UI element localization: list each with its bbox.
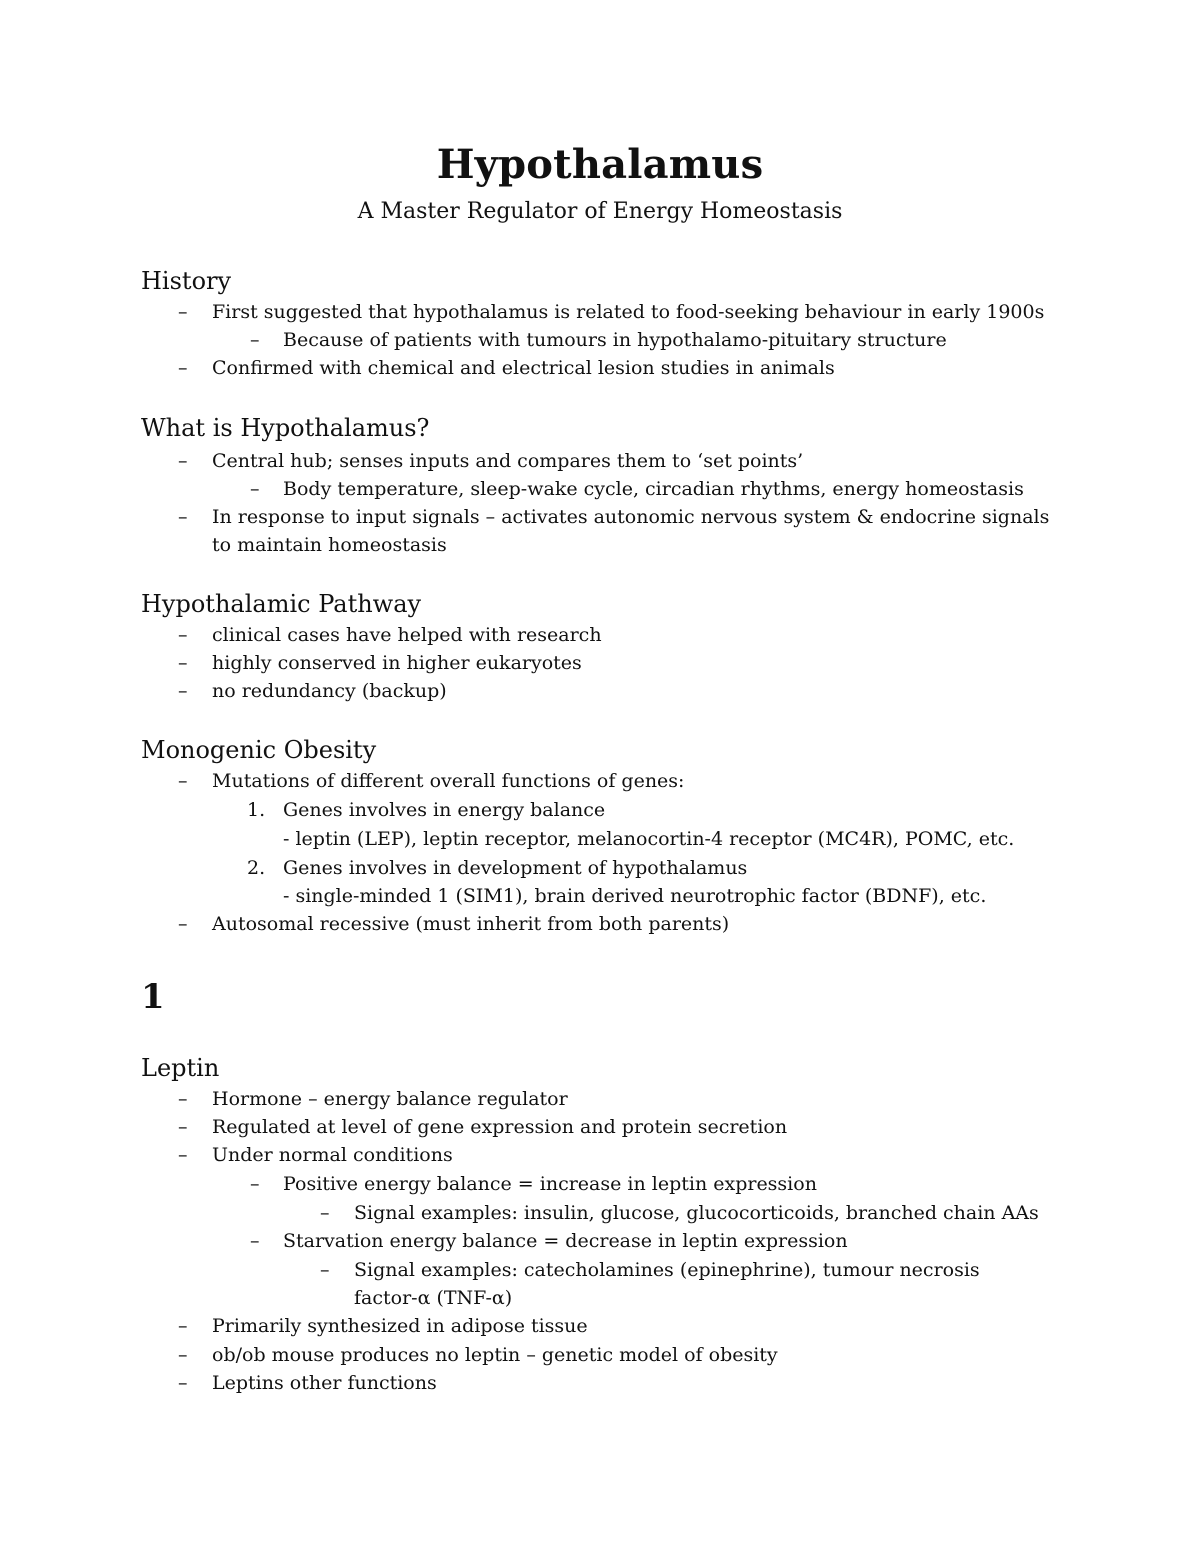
bullet-dash: – [178,770,188,792]
leptin-item-6: Leptins other functions [212,1372,437,1394]
bullet-dash: – [178,624,188,646]
leptin-item-4: Primarily synthesized in adipose tissue [212,1315,588,1337]
monogenic-numbered-2: Genes involves in development of hypothalamus [283,857,748,879]
leptin-item-2: Regulated at level of gene expression and protein secretion [212,1116,788,1138]
bullet-dash: – [250,1173,260,1195]
monogenic-numbered-1: Genes involves in energy balance [283,799,606,821]
bullet-dash: – [178,680,188,702]
bullet-dash: – [250,1230,260,1252]
bullet-dash: – [178,1344,188,1366]
heading-history: History [141,267,232,295]
bullet-dash: – [178,652,188,674]
history-item-2: Confirmed with chemical and electrical lesion studies in animals [212,357,835,379]
bullet-dash: – [178,1315,188,1337]
pathway-item-1: clinical cases have helped with research [212,624,602,646]
bullet-dash: – [178,913,188,935]
monogenic-numbered-1-detail: - leptin (LEP), leptin receptor, melanocortin-4 receptor (MC4R), POMC, etc. [283,828,1015,850]
bullet-dash: – [178,1372,188,1394]
bullet-dash: – [178,1116,188,1138]
history-subitem-1: Because of patients with tumours in hypothalamo-pituitary structure [283,329,947,351]
bullet-dash: – [178,506,188,528]
what-is-subitem-1: Body temperature, sleep-wake cycle, circadian rhythms, energy homeostasis [283,478,1024,500]
heading-what-is: What is Hypothalamus? [141,414,430,442]
bullet-dash: – [320,1202,330,1224]
leptin-item-3: Under normal conditions [212,1144,453,1166]
list-number: 1. [247,799,266,821]
heading-pathway: Hypothalamic Pathway [141,590,422,618]
leptin-subitem-2: Starvation energy balance = decrease in leptin expression [283,1230,848,1252]
heading-leptin: Leptin [141,1054,220,1082]
leptin-item-1: Hormone – energy balance regulator [212,1088,568,1110]
pathway-item-3: no redundancy (backup) [212,680,447,702]
pathway-item-2: highly conserved in higher eukaryotes [212,652,582,674]
bullet-dash: – [250,478,260,500]
bullet-dash: – [178,301,188,323]
list-number: 2. [247,857,266,879]
bullet-dash: – [178,357,188,379]
bullet-dash: – [178,1144,188,1166]
leptin-subsubitem-2: Signal examples: catecholamines (epinephrine), tumour necrosis [354,1259,980,1281]
bullet-dash: – [178,1088,188,1110]
section-number: 1 [141,977,165,1017]
bullet-dash: – [178,450,188,472]
monogenic-item-2: Autosomal recessive (must inherit from both parents) [212,913,730,935]
monogenic-numbered-2-detail: - single-minded 1 (SIM1), brain derived neurotrophic factor (BDNF), etc. [283,885,987,907]
page-subtitle: A Master Regulator of Energy Homeostasis [357,199,843,224]
page-title: Hypothalamus [436,141,764,188]
monogenic-item-1: Mutations of different overall functions of genes: [212,770,685,792]
leptin-subsubitem-1: Signal examples: insulin, glucose, glucocorticoids, branched chain AAs [354,1202,1039,1224]
heading-monogenic: Monogenic Obesity [141,736,377,764]
what-is-item-2: In response to input signals – activates autonomic nervous system & endocrine signals [212,506,1050,528]
what-is-item-2-cont: to maintain homeostasis [212,534,447,556]
bullet-dash: – [320,1259,330,1281]
leptin-item-5: ob/ob mouse produces no leptin – genetic model of obesity [212,1344,778,1366]
leptin-subsubitem-2-cont: factor-α (TNF-α) [354,1287,513,1309]
what-is-item-1: Central hub; senses inputs and compares them to ‘set points’ [212,450,804,472]
history-item-1: First suggested that hypothalamus is related to food-seeking behaviour in early 1900s [212,301,1045,323]
bullet-dash: – [250,329,260,351]
leptin-subitem-1: Positive energy balance = increase in leptin expression [283,1173,817,1195]
